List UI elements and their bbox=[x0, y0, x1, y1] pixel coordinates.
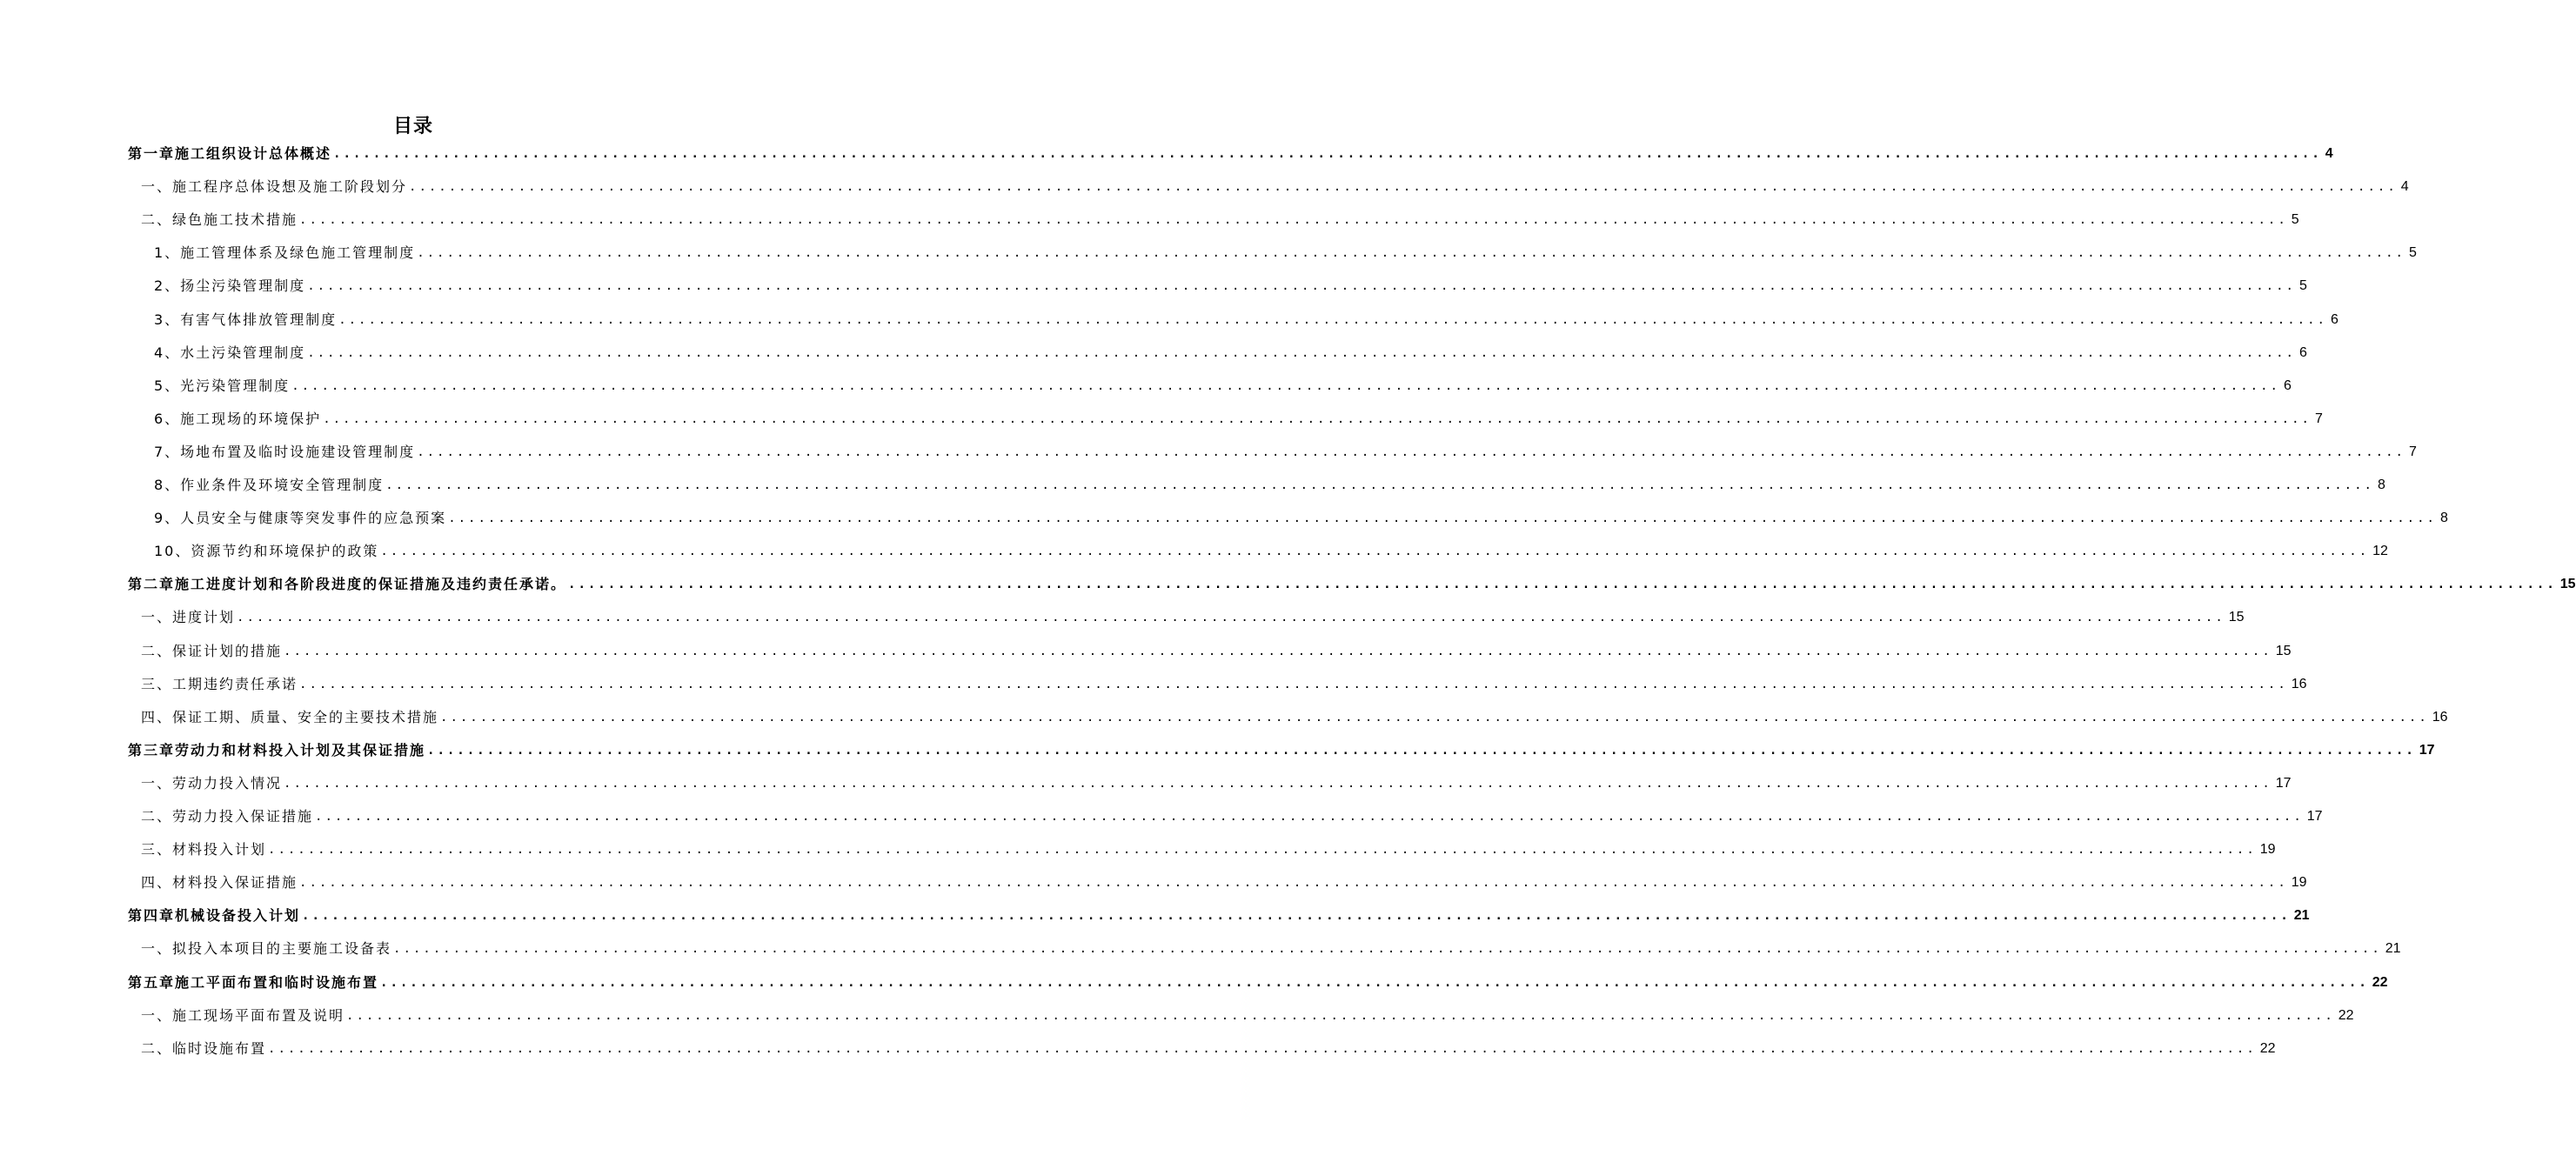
toc-entry-label: 四、保证工期、质量、安全的主要技术措施 bbox=[141, 709, 439, 725]
toc-page-number: 15 bbox=[2559, 577, 2576, 591]
toc-leader-dots: ........................................................................................................................................................................................................ bbox=[427, 744, 2416, 758]
toc-entry-label: 9、人员安全与健康等突发事件的应急预案 bbox=[154, 510, 447, 526]
toc-leader-dots: ........................................................................................................................................................................................................ bbox=[299, 213, 2288, 227]
toc-page-number: 7 bbox=[2408, 444, 2417, 459]
toc-entry-label: 三、材料投入计划 bbox=[141, 841, 267, 858]
toc-page-number: 6 bbox=[2298, 345, 2307, 360]
toc-leader-dots: ........................................................................................................................................................................................................ bbox=[237, 611, 2225, 625]
toc-entry-label: 2、扬尘污染管理制度 bbox=[154, 277, 306, 294]
toc-entry-label: 一、劳动力投入情况 bbox=[141, 775, 283, 792]
toc-entry-label: 二、绿色施工技术措施 bbox=[141, 211, 298, 228]
toc-page-number: 22 bbox=[2338, 1008, 2354, 1023]
toc-section-entry[interactable] bbox=[141, 1005, 2354, 1025]
toc-section-entry[interactable] bbox=[154, 309, 2338, 330]
toc-section-entry[interactable] bbox=[154, 342, 2307, 363]
toc-chapter-entry[interactable] bbox=[128, 905, 2310, 925]
toc-entry-label: 1、施工管理体系及绿色施工管理制度 bbox=[154, 244, 416, 261]
toc-leader-dots: ........................................................................................................................................................................................................ bbox=[315, 810, 2304, 824]
toc-leader-dots: ........................................................................................................................................................................................................ bbox=[299, 876, 2288, 890]
toc-page-number: 16 bbox=[2432, 710, 2448, 725]
toc-page-number: 5 bbox=[2408, 245, 2417, 260]
toc-page-number: 15 bbox=[2275, 644, 2292, 658]
toc-chapter-entry[interactable] bbox=[128, 739, 2435, 760]
toc-entry-label: 四、材料投入保证措施 bbox=[141, 874, 298, 891]
toc-entry-label: 7、场地布置及临时设施建设管理制度 bbox=[154, 444, 416, 460]
toc-entry-label: 第二章施工进度计划和各阶段进度的保证措施及违约责任承诺。 bbox=[128, 576, 567, 592]
toc-entry-label: 三、工期违约责任承诺 bbox=[141, 676, 298, 692]
toc-leader-dots: ........................................................................................................................................................................................................ bbox=[268, 1042, 2257, 1056]
toc-section-entry[interactable] bbox=[154, 275, 2307, 296]
toc-section-entry[interactable] bbox=[141, 838, 2276, 859]
toc-entry-label: 3、有害气体排放管理制度 bbox=[154, 311, 338, 328]
toc-entry-label: 二、临时设施布置 bbox=[141, 1040, 267, 1057]
toc-leader-dots: ........................................................................................................................................................................................................ bbox=[333, 147, 2322, 161]
toc-leader-dots: ........................................................................................................................................................................................................ bbox=[302, 909, 2291, 923]
toc-page-number: 17 bbox=[2306, 809, 2323, 824]
toc-page-number: 22 bbox=[2259, 1041, 2276, 1056]
toc-entry-label: 4、水土污染管理制度 bbox=[154, 344, 306, 361]
toc-leader-dots: ........................................................................................................................................................................................................ bbox=[299, 678, 2288, 691]
toc-leader-dots: ........................................................................................................................................................................................................ bbox=[284, 777, 2272, 791]
toc-page-number: 17 bbox=[2275, 776, 2292, 791]
toc-page-number: 4 bbox=[2400, 179, 2409, 194]
toc-section-entry[interactable] bbox=[141, 872, 2307, 892]
toc-entry-label: 10、资源节约和环境保护的政策 bbox=[154, 543, 379, 559]
toc-leader-dots: ........................................................................................................................................................................................................ bbox=[440, 711, 2429, 725]
toc-entry-label: 第五章施工平面布置和临时设施布置 bbox=[128, 974, 379, 991]
toc-leader-dots: ........................................................................................................................................................................................................ bbox=[284, 645, 2272, 658]
toc-page-number: 16 bbox=[2291, 677, 2307, 691]
toc-page-number: 8 bbox=[2439, 511, 2448, 525]
toc-page-number: 21 bbox=[2293, 908, 2310, 923]
toc-page-number: 5 bbox=[2291, 212, 2299, 227]
toc-entry-label: 二、保证计划的措施 bbox=[141, 643, 283, 659]
toc-section-entry[interactable] bbox=[141, 772, 2292, 793]
toc-section-entry[interactable] bbox=[141, 673, 2307, 694]
toc-chapter-entry[interactable] bbox=[128, 573, 2576, 594]
toc-section-entry[interactable] bbox=[141, 640, 2292, 661]
toc-leader-dots: ........................................................................................................................................................................................................ bbox=[291, 379, 2280, 393]
toc-section-entry[interactable] bbox=[154, 441, 2417, 462]
toc-section-entry[interactable] bbox=[141, 706, 2448, 727]
toc-page-number: 22 bbox=[2372, 975, 2388, 990]
toc-leader-dots: ........................................................................................................................................................................................................ bbox=[448, 511, 2437, 525]
toc-leader-dots: ........................................................................................................................................................................................................ bbox=[385, 478, 2374, 492]
toc-page-number: 21 bbox=[2385, 941, 2401, 956]
toc-page-number: 15 bbox=[2228, 610, 2245, 625]
toc-leader-dots: ........................................................................................................................................................................................................ bbox=[268, 843, 2257, 857]
toc-entry-label: 第一章施工组织设计总体概述 bbox=[128, 145, 332, 162]
toc-entry-label: 6、施工现场的环境保护 bbox=[154, 411, 322, 427]
toc-entry-label: 一、施工程序总体设想及施工阶段划分 bbox=[141, 178, 408, 195]
toc-section-entry[interactable] bbox=[154, 408, 2323, 429]
toc-section-entry[interactable] bbox=[141, 606, 2245, 627]
toc-page-number: 6 bbox=[2330, 312, 2338, 327]
toc-entry-label: 8、作业条件及环境安全管理制度 bbox=[154, 477, 385, 493]
toc-entry-label: 一、施工现场平面布置及说明 bbox=[141, 1007, 345, 1024]
toc-page-number: 19 bbox=[2291, 875, 2307, 890]
toc-section-entry[interactable] bbox=[154, 540, 2388, 561]
toc-page-number: 17 bbox=[2419, 743, 2435, 758]
toc-section-entry[interactable] bbox=[154, 507, 2448, 528]
toc-entry-label: 第三章劳动力和材料投入计划及其保证措施 bbox=[128, 742, 426, 758]
toc-leader-dots: ........................................................................................................................................................................................................ bbox=[338, 313, 2327, 327]
toc-leader-dots: ........................................................................................................................................................................................................ bbox=[323, 412, 2312, 426]
toc-page-number: 12 bbox=[2372, 544, 2388, 558]
toc-leader-dots: ........................................................................................................................................................................................................ bbox=[380, 544, 2370, 558]
toc-entry-label: 一、进度计划 bbox=[141, 609, 236, 625]
toc-page-number: 7 bbox=[2314, 411, 2323, 426]
toc-section-entry[interactable] bbox=[141, 1038, 2276, 1059]
toc-leader-dots: ........................................................................................................................................................................................................ bbox=[409, 180, 2398, 194]
toc-section-entry[interactable] bbox=[141, 176, 2409, 197]
toc-leader-dots: ........................................................................................................................................................................................................ bbox=[380, 976, 2369, 990]
toc-section-entry[interactable] bbox=[154, 242, 2417, 263]
toc-leader-dots: ........................................................................................................................................................................................................ bbox=[307, 346, 2296, 360]
toc-section-entry[interactable] bbox=[141, 938, 2401, 959]
toc-leader-dots: ........................................................................................................................................................................................................ bbox=[307, 279, 2296, 293]
toc-entry-label: 一、拟投入本项目的主要施工设备表 bbox=[141, 940, 392, 957]
toc-section-entry[interactable] bbox=[141, 805, 2323, 826]
toc-page-number: 5 bbox=[2298, 278, 2307, 293]
toc-chapter-entry[interactable] bbox=[128, 143, 2333, 164]
toc-entry-label: 5、光污染管理制度 bbox=[154, 377, 291, 394]
toc-leader-dots: ........................................................................................................................................................................................................ bbox=[393, 942, 2382, 956]
toc-section-entry[interactable] bbox=[154, 375, 2292, 396]
toc-leader-dots: ........................................................................................................................................................................................................ bbox=[568, 578, 2557, 591]
toc-leader-dots: ........................................................................................................................................................................................................ bbox=[417, 246, 2405, 260]
toc-page-number: 8 bbox=[2377, 478, 2385, 492]
toc-entry-label: 第四章机械设备投入计划 bbox=[128, 907, 301, 924]
toc-chapter-entry[interactable] bbox=[128, 972, 2388, 992]
toc-section-entry[interactable] bbox=[154, 474, 2385, 495]
toc-leader-dots: ........................................................................................................................................................................................................ bbox=[417, 445, 2405, 459]
toc-entry-label: 二、劳动力投入保证措施 bbox=[141, 808, 314, 825]
toc-page-number: 6 bbox=[2283, 378, 2292, 393]
toc-page-number: 4 bbox=[2325, 146, 2333, 161]
toc-page-number: 19 bbox=[2259, 842, 2276, 857]
toc-title: 目录 bbox=[392, 116, 433, 137]
toc-leader-dots: ........................................................................................................................................................................................................ bbox=[346, 1009, 2335, 1023]
toc-section-entry[interactable] bbox=[141, 209, 2299, 230]
